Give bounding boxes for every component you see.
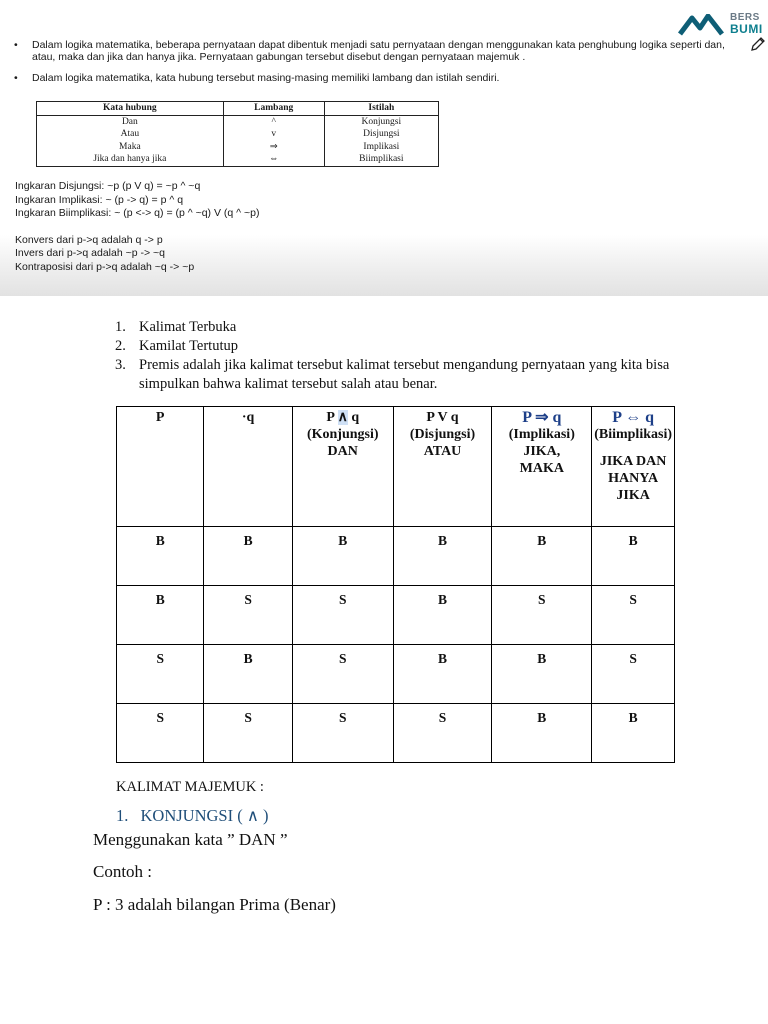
logo-mark-icon	[678, 14, 724, 36]
table-cell: B	[204, 527, 292, 586]
table-cell: B	[492, 645, 592, 704]
list-number: 3.	[115, 357, 126, 373]
header-cell-biimplikasi	[592, 407, 675, 527]
header-cell: Kata hubung	[37, 102, 224, 116]
header-cell-konjungsi	[292, 407, 393, 527]
table-row	[37, 128, 439, 141]
table-row	[117, 586, 675, 645]
table-cell: Maka	[37, 141, 224, 154]
table-cell: Jika dan hanya jika	[37, 153, 224, 166]
header-cell-p	[117, 407, 204, 527]
header-line: P	[155, 410, 165, 425]
bullet-dot: •	[14, 72, 18, 84]
table-cell: S	[592, 586, 675, 645]
table-cell: S	[292, 645, 393, 704]
conversion-line: Kontraposisi dari p->q adalah ~q -> ~p	[15, 261, 195, 273]
header-line: MAKA	[519, 461, 564, 476]
truth-table-header	[117, 407, 675, 527]
header-formula: P ∧ q	[326, 410, 360, 425]
table-cell: B	[393, 645, 492, 704]
table-cell: Atau	[37, 128, 224, 141]
header-line	[594, 443, 672, 453]
paragraph: Contoh :	[93, 862, 153, 881]
bullet-text: Dalam logika matematika, kata hubung tersebut masing-masing memiliki lambang dan istilah sendiri.	[32, 72, 500, 84]
table-cell: S	[292, 586, 393, 645]
table-cell: S	[492, 586, 592, 645]
table-cell: B	[204, 645, 292, 704]
list-item	[115, 318, 675, 337]
table-cell: Disjungsi	[324, 128, 438, 141]
connective-table-header	[37, 102, 439, 116]
table-cell: S	[117, 645, 204, 704]
logo-text-bottom: BUMI	[730, 22, 763, 36]
table-cell: S	[204, 586, 292, 645]
subheading-konjungsi	[116, 806, 269, 826]
header-line: P V q	[426, 410, 459, 425]
header-cell-disjungsi	[393, 407, 492, 527]
header-line: (Disjungsi)	[409, 427, 476, 442]
table-cell: B	[492, 704, 592, 763]
negation-line: Ingkaran Disjungsi: ~p (p V q) = ~p ^ ~q	[15, 180, 201, 192]
header-line: ATAU	[423, 444, 462, 459]
conversion-line: Invers dari p->q adalah ~p -> ~q	[15, 247, 166, 259]
table-row	[117, 645, 675, 704]
table-cell: B	[393, 527, 492, 586]
bullet-text: Dalam logika matematika, beberapa pernyataan dapat dibentuk menjadi satu pernyataan dengan menggunakan kata penghubung logika seperti dan, atau, maka dan jika dan hanya jika. Pernyataan gabungan tersebut disebut dengan pernyataan majemuk .	[32, 39, 725, 63]
table-cell: B	[117, 527, 204, 586]
negation-line: Ingkaran Biimplikasi: ~ (p <-> q) = (p ^ ~q) V (q ^ ~p)	[15, 207, 260, 219]
subheading-number: 1.	[116, 806, 129, 825]
list-item	[115, 337, 675, 356]
connective-table	[36, 101, 439, 167]
table-cell: ^	[223, 115, 324, 128]
header-line: JIKA,	[523, 444, 561, 459]
table-cell: B	[393, 586, 492, 645]
logo-text-top: BERS	[730, 12, 760, 23]
header-cell: Istilah	[324, 102, 438, 116]
list-number: 2.	[115, 338, 126, 354]
table-cell: B	[292, 527, 393, 586]
header-line: DAN	[327, 444, 358, 459]
table-row	[117, 704, 675, 763]
list-item	[115, 356, 675, 394]
publisher-logo	[678, 8, 768, 38]
subheading-text: KONJUNGSI ( ∧ )	[140, 806, 269, 825]
and-symbol: ∧	[337, 410, 348, 425]
header-line: HANYA	[608, 471, 659, 486]
table-cell: v	[223, 128, 324, 141]
paragraph: Menggunakan kata ” DAN ”	[93, 830, 288, 849]
bullet-dot: •	[14, 39, 18, 51]
table-cell: Implikasi	[324, 141, 438, 154]
table-row	[37, 153, 439, 166]
table-cell: S	[204, 704, 292, 763]
header-line: JIKA	[616, 488, 650, 503]
table-cell: S	[292, 704, 393, 763]
negation-line: Ingkaran Implikasi: ~ (p -> q) = p ^ q	[15, 194, 184, 206]
table-cell: B	[592, 527, 675, 586]
table-cell: S	[117, 704, 204, 763]
list-text: Premis adalah jika kalimat tersebut kalimat tersebut mengandung pernyataan yang kita bisa simpulkan bahwa kalimat tersebut salah atau benar.	[139, 357, 670, 392]
table-cell: Biimplikasi	[324, 153, 438, 166]
paragraph: P : 3 adalah bilangan Prima (Benar)	[93, 895, 336, 914]
pencil-icon[interactable]	[750, 36, 766, 52]
list-number: 1.	[115, 319, 126, 335]
table-row	[37, 141, 439, 154]
header-line: (Implikasi)	[508, 427, 575, 442]
header-line: (Biimplikasi)	[594, 427, 672, 442]
table-cell: B	[492, 527, 592, 586]
conversion-line: Konvers dari p->q adalah q -> p	[15, 234, 163, 246]
table-row	[37, 115, 439, 128]
header-line	[295, 409, 391, 426]
table-cell: ⇔	[223, 153, 324, 166]
header-cell-q	[204, 407, 292, 527]
list-text: Kamilat Tertutup	[139, 338, 238, 354]
header-cell-implikasi	[492, 407, 592, 527]
embedded-slide-screenshot	[0, 0, 768, 296]
table-cell: S	[393, 704, 492, 763]
header-formula: P ⇔ q	[612, 409, 654, 426]
table-cell: Dan	[37, 115, 224, 128]
table-cell: ⇒	[223, 141, 324, 154]
table-cell: S	[592, 645, 675, 704]
header-formula: P ⇒ q	[522, 409, 562, 426]
table-row	[117, 527, 675, 586]
truth-table	[116, 406, 675, 763]
header-cell: Lambang	[223, 102, 324, 116]
table-cell: Konjungsi	[324, 115, 438, 128]
header-line: ·q	[241, 410, 255, 425]
header-line: (Konjungsi)	[306, 427, 379, 442]
table-cell: B	[117, 586, 204, 645]
header-line: JIKA DAN	[599, 454, 667, 469]
numbered-list	[115, 318, 675, 394]
section-heading: KALIMAT MAJEMUK :	[116, 779, 264, 795]
table-cell: B	[592, 704, 675, 763]
list-text: Kalimat Terbuka	[139, 319, 237, 335]
